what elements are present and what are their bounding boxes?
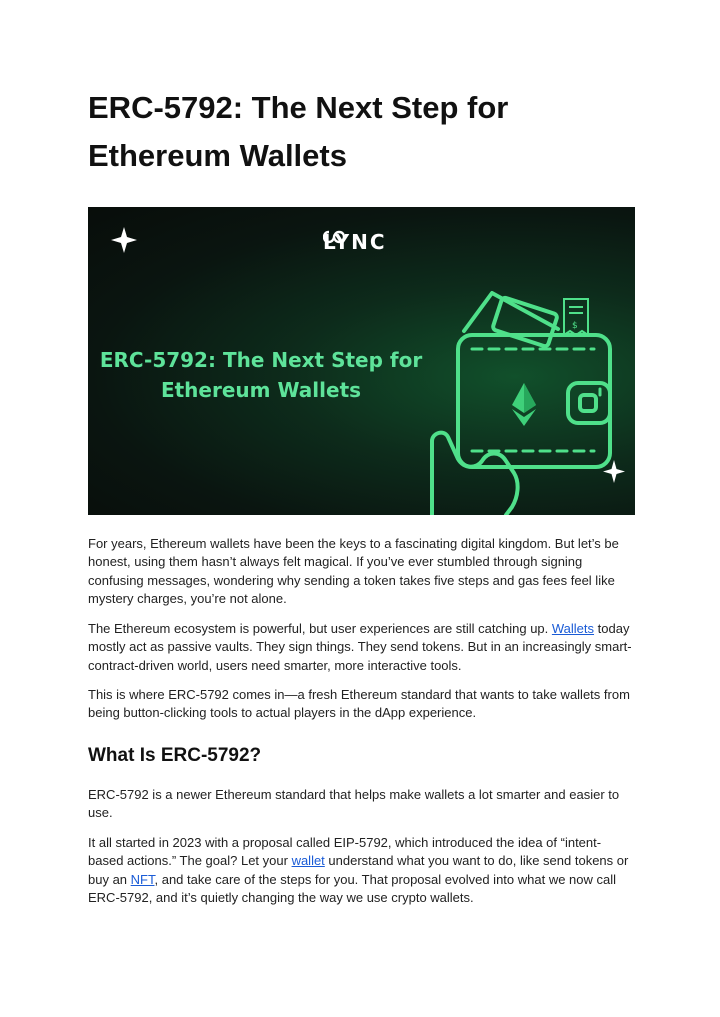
paragraph-erc5792-intro: This is where ERC-5792 comes in—a fresh Ethereum standard that wants to take wallets from being button-clicking tools to actual players in the dApp experience. <box>88 687 630 721</box>
paragraph-text: It all started in 2023 with a proposal called EIP-5792, which introduced the idea of “intent-based actions.” The goal? Let your <box>88 835 602 869</box>
paragraph-definition: ERC-5792 is a newer Ethereum standard that helps make wallets a lot smarter and easier to use. <box>88 787 620 821</box>
paragraph-ecosystem <box>88 620 636 675</box>
ethereum-icon <box>512 383 536 426</box>
paragraph-text: The Ethereum ecosystem is powerful, but user experiences are still catching up. <box>88 621 552 636</box>
receipt-dollar: $ <box>572 321 578 331</box>
paragraph-text: understand what you want to do, like send tokens or buy an <box>88 853 629 887</box>
paragraph-text: , and take care of the steps for you. That proposal evolved into what we now call ERC-5792, and it’s quietly changing the way we use crypto wallets. <box>88 871 617 905</box>
paragraph-text: today mostly act as passive vaults. They sign things. They send tokens. But in an increasingly smart-contract-driven world, users need smarter, more interactive tools. <box>88 621 632 673</box>
nft-link[interactable]: NFT <box>130 871 155 887</box>
page-title: ERC-5792: The Next Step for Ethereum Wallets <box>88 90 509 173</box>
logo-text: LYNC <box>323 230 387 254</box>
hero-banner-image <box>88 207 635 515</box>
wallet-link[interactable]: wallet <box>291 853 325 869</box>
infinity-logo-icon <box>323 230 345 244</box>
hero-title-line: ERC-5792: The Next Step for <box>99 348 423 372</box>
sparkle-icon <box>111 227 137 253</box>
wallets-link[interactable]: Wallets <box>551 621 595 636</box>
hero-title <box>96 345 426 405</box>
section-heading: What Is ERC-5792? <box>88 745 262 766</box>
hero-title-line: Ethereum Wallets <box>160 378 362 402</box>
paragraph-history <box>88 834 636 907</box>
paragraph-intro: For years, Ethereum wallets have been the keys to a fascinating digital kingdom. But let’s be honest, using them hasn’t always felt magical. If you’ve ever stumbled through signing confusing messages, wondering why sending a token takes five steps and gas fees feel like mystery charges, you’re not alone. <box>88 536 619 606</box>
lync-logo <box>323 230 387 254</box>
